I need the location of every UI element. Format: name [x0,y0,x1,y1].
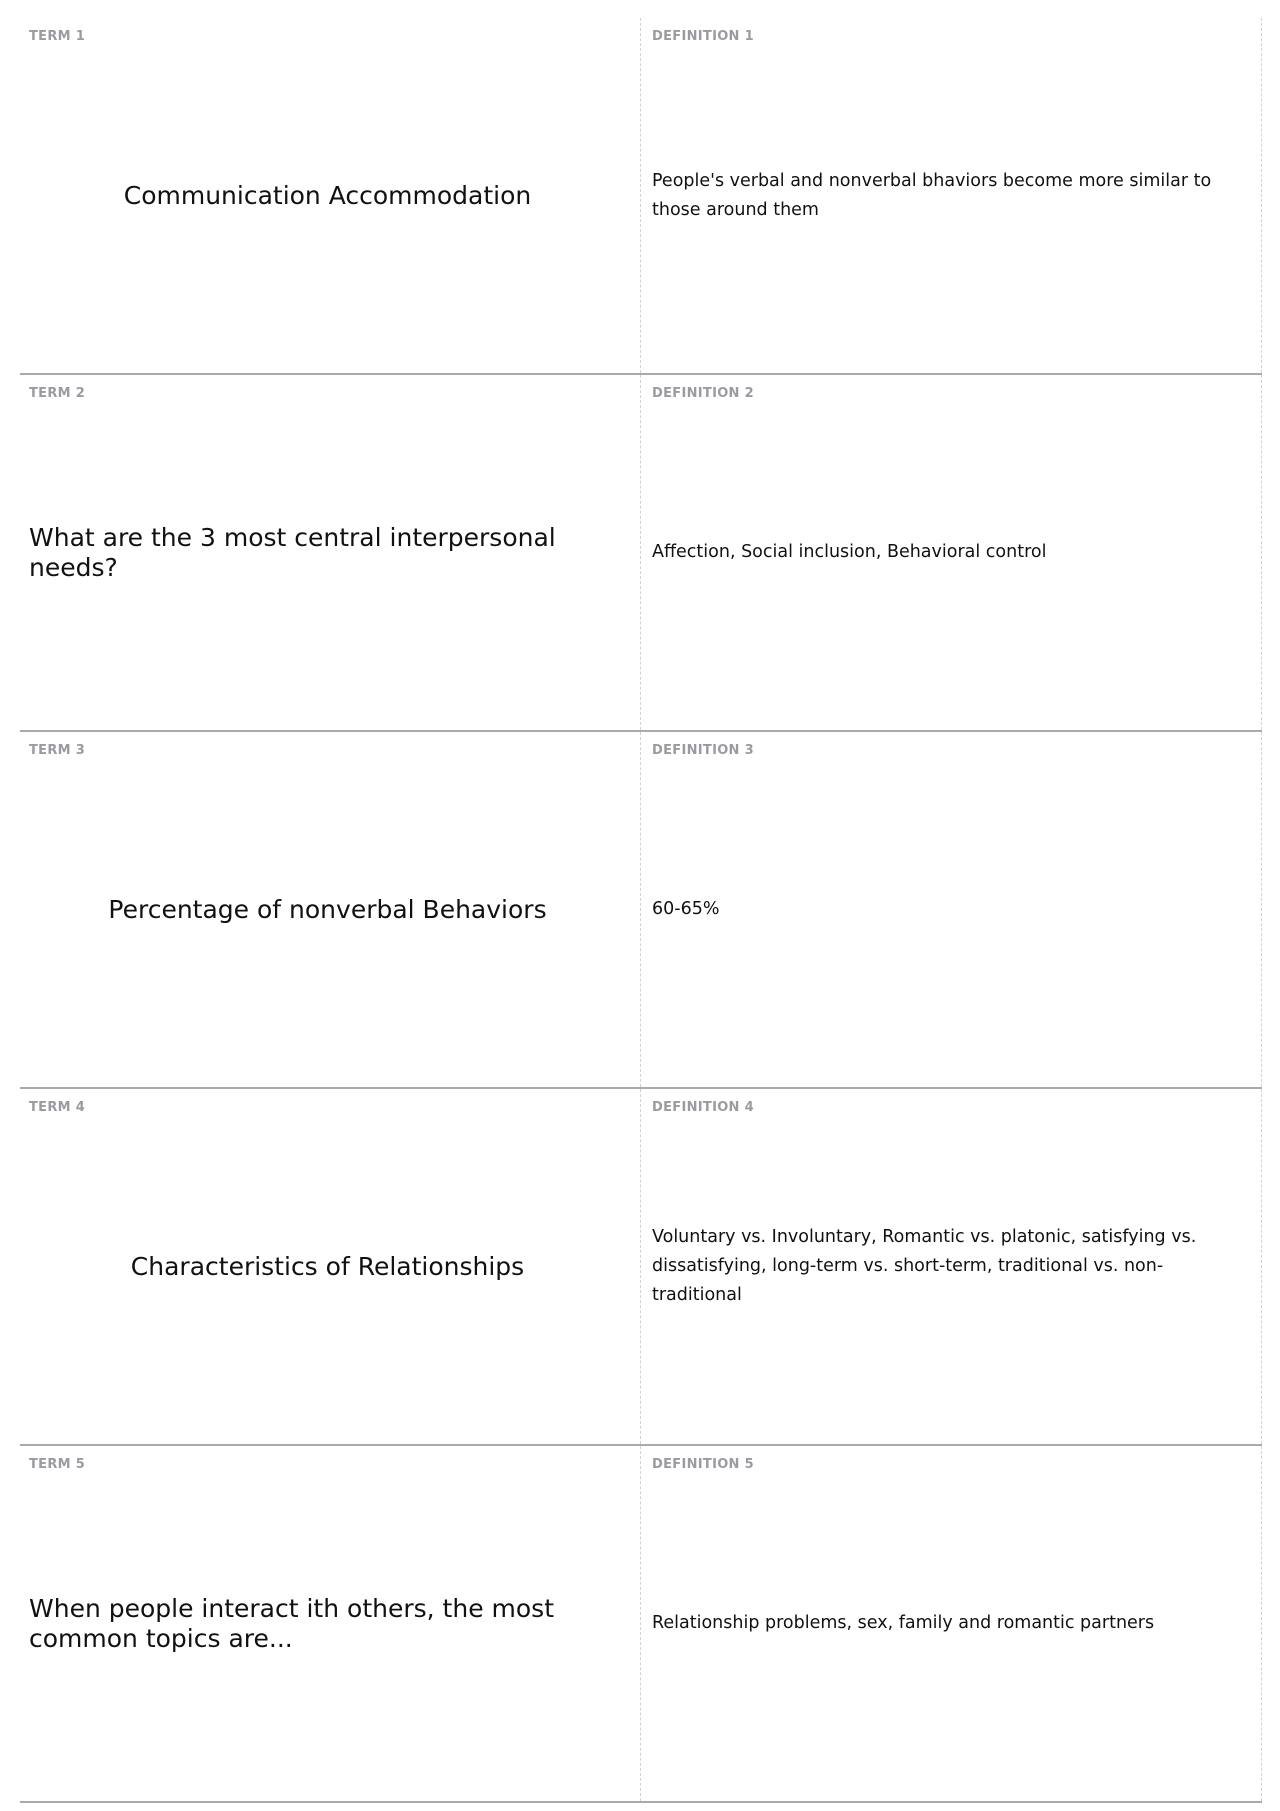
definition-cell [640,1089,1262,1444]
definition-text: Affection, Social inclusion, Behavioral control [652,542,1047,562]
term-text: Communication Accommodation [123,180,532,210]
definition-cell [640,375,1262,730]
card-row [20,732,1262,1089]
definition-body [652,732,1247,1087]
definition-label: DEFINITION 5 [652,1457,754,1472]
term-label: TERM 2 [29,386,86,401]
card-row [20,1446,1262,1803]
definition-body [652,18,1247,373]
term-label: TERM 1 [29,29,86,44]
term-cell [20,732,640,1087]
term-label: TERM 4 [29,1100,86,1115]
definition-label: DEFINITION 3 [652,743,754,758]
term-text: Percentage of nonverbal Behaviors [108,894,547,924]
term-cell [20,375,640,730]
term-body [29,18,626,373]
definition-label: DEFINITION 2 [652,386,754,401]
term-text: Characteristics of Relationships [130,1251,525,1281]
term-cell [20,18,640,373]
definition-text: Voluntary vs. Involuntary, Romantic vs. platonic, satisfying vs. dissatisfying, long-term vs. short-term, traditional vs. non-traditional [652,1227,1197,1305]
term-cell [20,1089,640,1444]
term-label: TERM 3 [29,743,86,758]
definition-text: Relationship problems, sex, family and romantic partners [652,1613,1155,1633]
definition-text: People's verbal and nonverbal bhaviors become more similar to those around them [652,170,1212,220]
definition-body [652,1446,1247,1801]
term-label: TERM 5 [29,1457,86,1472]
definition-body [652,1089,1247,1444]
definition-cell [640,1446,1262,1801]
card-row [20,375,1262,732]
definition-cell [640,732,1262,1087]
flashcard-sheet [20,18,1262,1803]
card-row [20,1089,1262,1446]
term-body [29,375,626,730]
definition-cell [640,18,1262,373]
definition-label: DEFINITION 1 [652,29,754,44]
card-row [20,18,1262,375]
term-body [29,1089,626,1444]
term-body [29,1446,626,1801]
term-cell [20,1446,640,1801]
definition-body [652,375,1247,730]
term-text: What are the 3 most central interpersonal needs? [29,522,556,582]
term-text: When people interact ith others, the most common topics are... [29,1593,554,1653]
term-body [29,732,626,1087]
definition-text: 60-65% [652,899,720,919]
definition-label: DEFINITION 4 [652,1100,754,1115]
